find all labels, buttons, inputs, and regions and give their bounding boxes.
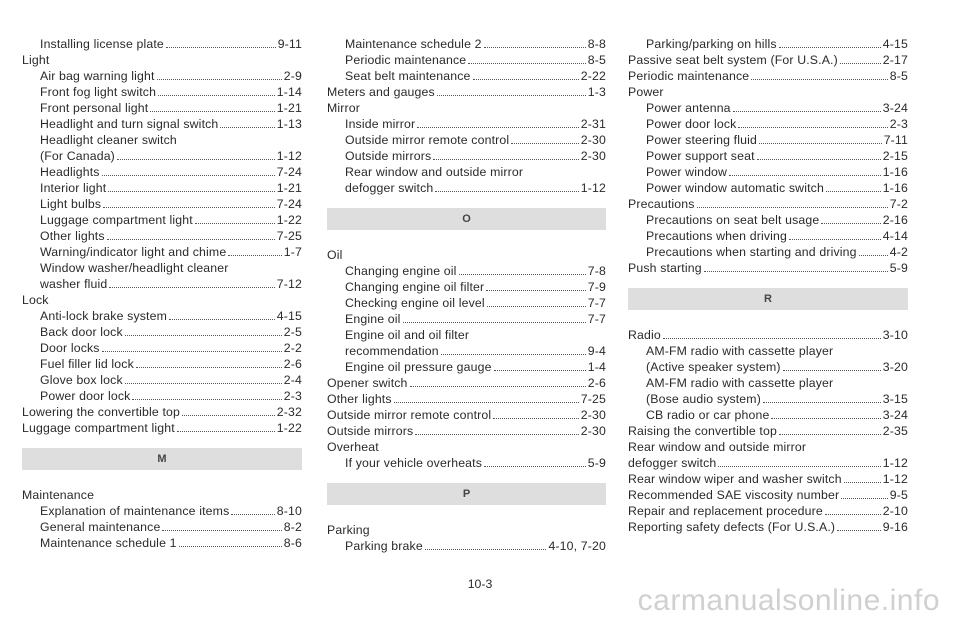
entry-label: Other lights [40,229,105,243]
index-entry [628,471,908,487]
index-heading: Window washer/headlight cleaner [40,261,229,275]
index-entry [22,212,302,228]
index-entry [628,148,908,164]
entry-page-number: 7-25 [580,392,606,406]
dot-leader [150,111,275,112]
entry-label: General maintenance [40,520,161,534]
index-entry [22,404,302,420]
index-entry [327,132,606,148]
dot-leader [136,367,282,368]
entry-page-number: 9-4 [587,344,606,358]
entry-page-number: 2-5 [283,325,302,339]
entry-page-number: 7-24 [276,165,302,179]
entry-page-number: 9-5 [889,488,908,502]
index-heading: Oil [327,248,343,262]
entry-page-number: 2-35 [882,424,908,438]
index-entry [22,276,302,292]
entry-label: Raising the convertible top [628,424,777,438]
dot-leader [157,79,282,80]
index-heading: Parking [327,523,370,537]
entry-label: Inside mirror [345,117,416,131]
entry-page-number: 5-9 [587,456,606,470]
index-entry [327,391,606,407]
entry-page-number: 4-10, 7-20 [548,539,606,553]
entry-label: Explanation of maintenance items [40,504,230,518]
dot-leader [859,255,888,256]
entry-page-number: 1-12 [882,456,908,470]
index-entry [327,116,606,132]
dot-leader [486,290,586,291]
entry-page-number: 2-30 [580,408,606,422]
dot-leader [789,239,881,240]
entry-label: Changing engine oil filter [345,280,485,294]
entry-label: Passive seat belt system (For U.S.A.) [628,53,838,67]
index-heading: Maintenance [22,488,95,502]
entry-label: Luggage compartment light [22,421,175,435]
index-entry [628,519,908,535]
entry-label: Headlights [40,165,100,179]
entry-page-number: 3-24 [882,408,908,422]
entry-label: Precautions [628,197,695,211]
dot-leader [759,143,882,144]
dot-leader [757,159,881,160]
index-entry [22,244,302,260]
entry-label: (Bose audio system) [646,392,761,406]
entry-page-number: 2-2 [283,341,302,355]
index-entry [22,36,302,52]
entry-page-number: 7-8 [587,264,606,278]
entry-page-number: 2-22 [580,69,606,83]
dot-leader [841,498,888,499]
index-entry [22,100,302,116]
entry-label: Changing engine oil [345,264,457,278]
dot-leader [132,399,281,400]
dot-leader [425,549,547,550]
index-entry [628,423,908,439]
section-letter-m: M [22,448,302,470]
entry-label: Parking/parking on hills [646,37,777,51]
index-entry [327,279,606,295]
dot-leader [473,79,579,80]
index-entry [628,180,908,196]
index-entry [628,212,908,228]
entry-label: washer fluid [40,277,108,291]
entry-page-number: 2-10 [882,504,908,518]
entry-label: Precautions when driving [646,229,787,243]
entry-page-number: 7-9 [587,280,606,294]
entry-label: Installing license plate [40,37,164,51]
index-entry [22,340,302,356]
entry-label: Power antenna [646,101,731,115]
entry-page-number: 4-15 [276,309,302,323]
entry-page-number: 2-3 [889,117,908,131]
dot-leader [231,514,274,515]
entry-page-number: 2-32 [276,405,302,419]
dot-leader [125,383,282,384]
entry-label: Light bulbs [40,197,102,211]
dot-leader [177,431,275,432]
entry-label: Periodic maintenance [628,69,750,83]
entry-label: (For Canada) [40,149,115,163]
entry-page-number: 9-11 [277,37,302,51]
entry-page-number: 8-5 [889,69,908,83]
index-entry [327,343,606,359]
entry-label: Meters and gauges [327,85,435,99]
index-entry [327,295,606,311]
entry-label: Anti-lock brake system [40,309,167,323]
entry-label: (Active speaker system) [646,360,781,374]
entry-label: Maintenance schedule 2 [345,37,482,51]
entry-page-number: 1-13 [276,117,302,131]
entry-label: Power window [646,165,728,179]
dot-leader [511,143,579,144]
dot-leader [825,514,881,515]
entry-page-number: 1-21 [276,181,302,195]
entry-page-number: 1-7 [283,245,302,259]
dot-leader [179,546,282,547]
dot-leader [783,370,881,371]
entry-page-number: 7-7 [587,296,606,310]
index-entry [628,196,908,212]
entry-label: Push starting [628,261,702,275]
entry-label: Radio [628,328,661,342]
entry-label: Rear window wiper and washer switch [628,472,842,486]
index-entry [628,487,908,503]
index-heading: Overheat [327,440,379,454]
entry-label: If your vehicle overheats [345,456,483,470]
dot-leader [435,191,578,192]
entry-page-number: 4-2 [889,245,908,259]
index-heading: AM-FM radio with cassette player [646,376,834,390]
entry-page-number: 4-15 [882,37,908,51]
entry-label: Door locks [40,341,100,355]
entry-label: Luggage compartment light [40,213,193,227]
index-heading: Rear window and outside mirror [628,440,807,454]
dot-leader [763,402,881,403]
index-entry [22,196,302,212]
entry-page-number: 1-14 [276,85,302,99]
entry-label: Precautions when starting and driving [646,245,857,259]
index-heading: Lock [22,293,49,307]
entry-page-number: 8-10 [276,504,302,518]
entry-page-number: 2-17 [882,53,908,67]
index-entry [628,116,908,132]
index-entry [628,100,908,116]
entry-label: Maintenance schedule 1 [40,536,177,550]
dot-leader [484,466,586,467]
entry-label: Recommended SAE viscosity number [628,488,840,502]
dot-leader [837,530,881,531]
index-entry [327,263,606,279]
index-entry [628,228,908,244]
entry-page-number: 2-3 [283,389,302,403]
index-entry [22,420,302,436]
entry-label: Power window automatic switch [646,181,824,195]
index-entry [327,407,606,423]
entry-label: recommendation [345,344,439,358]
dot-leader [117,159,275,160]
entry-label: Engine oil pressure gauge [345,360,492,374]
entry-label: Power door lock [40,389,131,403]
entry-page-number: 1-16 [882,181,908,195]
index-entry [327,375,606,391]
index-entry [22,356,302,372]
dot-leader [394,402,579,403]
entry-label: Checking engine oil level [345,296,485,310]
dot-leader [697,207,888,208]
entry-label: Parking brake [345,539,423,553]
index-entry [22,148,302,164]
dot-leader [468,63,586,64]
dot-leader [733,111,881,112]
entry-label: Engine oil [345,312,401,326]
index-entry [628,260,908,276]
dot-leader [403,322,586,323]
entry-page-number: 1-21 [276,101,302,115]
index-entry [327,423,606,439]
section-letter-p: P [327,483,606,505]
dot-leader [107,239,275,240]
index-heading: Light [22,53,50,67]
entry-label: Reporting safety defects (For U.S.A.) [628,520,836,534]
entry-label: Back door lock [40,325,123,339]
index-entry [628,327,908,343]
entry-page-number: 1-22 [276,213,302,227]
dot-leader [410,386,586,387]
dot-leader [844,482,881,483]
index-entry [22,388,302,404]
entry-label: Power support seat [646,149,755,163]
dot-leader [437,95,586,96]
dot-leader [169,319,275,320]
entry-page-number: 7-11 [883,133,908,147]
dot-leader [162,530,281,531]
dot-leader [158,95,275,96]
dot-leader [109,287,274,288]
entry-label: Warning/indicator light and chime [40,245,227,259]
dot-leader [182,415,275,416]
dot-leader [704,271,888,272]
entry-page-number: 2-16 [882,213,908,227]
index-entry [628,68,908,84]
dot-leader [220,127,274,128]
dot-leader [417,127,579,128]
entry-label: Air bag warning light [40,69,155,83]
entry-page-number: 1-12 [276,149,302,163]
entry-label: Power steering fluid [646,133,757,147]
dot-leader [484,47,586,48]
dot-leader [738,127,887,128]
page-number: 10-3 [467,577,493,591]
index-column-2 [327,36,606,554]
entry-page-number: 1-3 [587,85,606,99]
index-entry [628,359,908,375]
entry-page-number: 3-10 [882,328,908,342]
entry-page-number: 7-24 [276,197,302,211]
entry-page-number: 2-15 [882,149,908,163]
index-heading: Headlight cleaner switch [40,133,177,147]
entry-page-number: 7-25 [276,229,302,243]
entry-page-number: 3-20 [882,360,908,374]
entry-label: Precautions on seat belt usage [646,213,820,227]
dot-leader [103,207,275,208]
entry-page-number: 8-8 [587,37,606,51]
dot-leader [663,338,881,339]
entry-page-number: 2-30 [580,133,606,147]
index-entry [22,308,302,324]
entry-page-number: 3-15 [882,392,908,406]
dot-leader [433,159,578,160]
dot-leader [821,223,880,224]
index-entry [22,503,302,519]
index-entry [22,84,302,100]
entry-page-number: 1-22 [276,421,302,435]
entry-page-number: 2-9 [283,69,302,83]
entry-page-number: 8-5 [587,53,606,67]
dot-leader [195,223,275,224]
dot-leader [779,434,881,435]
dot-leader [228,255,281,256]
dot-leader [779,47,881,48]
index-entry [327,538,606,554]
dot-leader [166,47,276,48]
index-entry [22,324,302,340]
entry-page-number: 9-16 [882,520,908,534]
entry-page-number: 1-12 [882,472,908,486]
entry-page-number: 8-6 [283,536,302,550]
entry-label: Lowering the convertible top [22,405,181,419]
dot-leader [125,335,282,336]
dot-leader [459,274,586,275]
dot-leader [840,63,881,64]
index-heading: Mirror [327,101,360,115]
index-entry [628,391,908,407]
index-entry [628,36,908,52]
index-entry [327,36,606,52]
entry-page-number: 2-6 [587,376,606,390]
index-entry [22,68,302,84]
entry-label: Power door lock [646,117,737,131]
entry-page-number: 2-4 [283,373,302,387]
index-entry [327,68,606,84]
entry-label: Interior light [40,181,107,195]
dot-leader [441,354,586,355]
dot-leader [718,466,880,467]
entry-label: defogger switch [628,456,717,470]
entry-page-number: 2-30 [580,424,606,438]
section-letter-r: R [628,288,908,310]
index-heading: AM-FM radio with cassette player [646,344,834,358]
entry-page-number: 2-30 [580,149,606,163]
watermark: carmanualsonline.info [637,584,940,617]
index-heading: Power [628,85,664,99]
entry-page-number: 8-2 [283,520,302,534]
entry-label: Seat belt maintenance [345,69,471,83]
index-entry [327,311,606,327]
dot-leader [729,175,881,176]
index-entry [22,519,302,535]
entry-page-number: 2-6 [283,357,302,371]
index-heading: Engine oil and oil filter [345,328,470,342]
entry-label: defogger switch [345,181,434,195]
entry-page-number: 4-14 [882,229,908,243]
index-entry [628,132,908,148]
dot-leader [102,175,275,176]
entry-page-number: 5-9 [889,261,908,275]
entry-label: CB radio or car phone [646,408,770,422]
entry-label: Opener switch [327,376,408,390]
entry-label: Glove box lock [40,373,123,387]
entry-label: Fuel filler lid lock [40,357,134,371]
entry-label: Periodic maintenance [345,53,467,67]
index-entry [628,164,908,180]
entry-label: Outside mirror remote control [327,408,492,422]
entry-label: Front fog light switch [40,85,157,99]
entry-label: Outside mirrors [345,149,432,163]
index-column-1 [22,36,302,551]
entry-label: Repair and replacement procedure [628,504,823,518]
dot-leader [826,191,881,192]
index-entry [327,52,606,68]
index-heading: Rear window and outside mirror [345,165,524,179]
index-entry [327,180,606,196]
index-column-3 [628,36,908,535]
dot-leader [771,418,880,419]
dot-leader [108,191,274,192]
entry-page-number: 7-2 [889,197,908,211]
dot-leader [415,434,578,435]
entry-label: Outside mirrors [327,424,414,438]
entry-label: Headlight and turn signal switch [40,117,219,131]
index-entry [22,228,302,244]
index-entry [327,359,606,375]
index-entry [22,180,302,196]
section-letter-o: O [327,208,606,230]
index-entry [22,116,302,132]
entry-page-number: 3-24 [882,101,908,115]
entry-page-number: 1-12 [580,181,606,195]
index-entry [22,535,302,551]
dot-leader [487,306,586,307]
index-entry [628,455,908,471]
dot-leader [493,418,579,419]
index-entry [628,503,908,519]
entry-page-number: 1-4 [587,360,606,374]
entry-label: Outside mirror remote control [345,133,510,147]
entry-page-number: 2-31 [580,117,606,131]
index-entry [628,52,908,68]
entry-page-number: 7-12 [276,277,302,291]
index-entry [327,84,606,100]
index-entry [628,244,908,260]
index-entry [327,148,606,164]
dot-leader [494,370,586,371]
dot-leader [102,351,282,352]
index-entry [628,407,908,423]
entry-page-number: 1-16 [882,165,908,179]
dot-leader [751,79,888,80]
entry-label: Other lights [327,392,392,406]
entry-page-number: 7-7 [587,312,606,326]
index-entry [327,455,606,471]
index-entry [22,164,302,180]
index-entry [22,372,302,388]
entry-label: Front personal light [40,101,149,115]
